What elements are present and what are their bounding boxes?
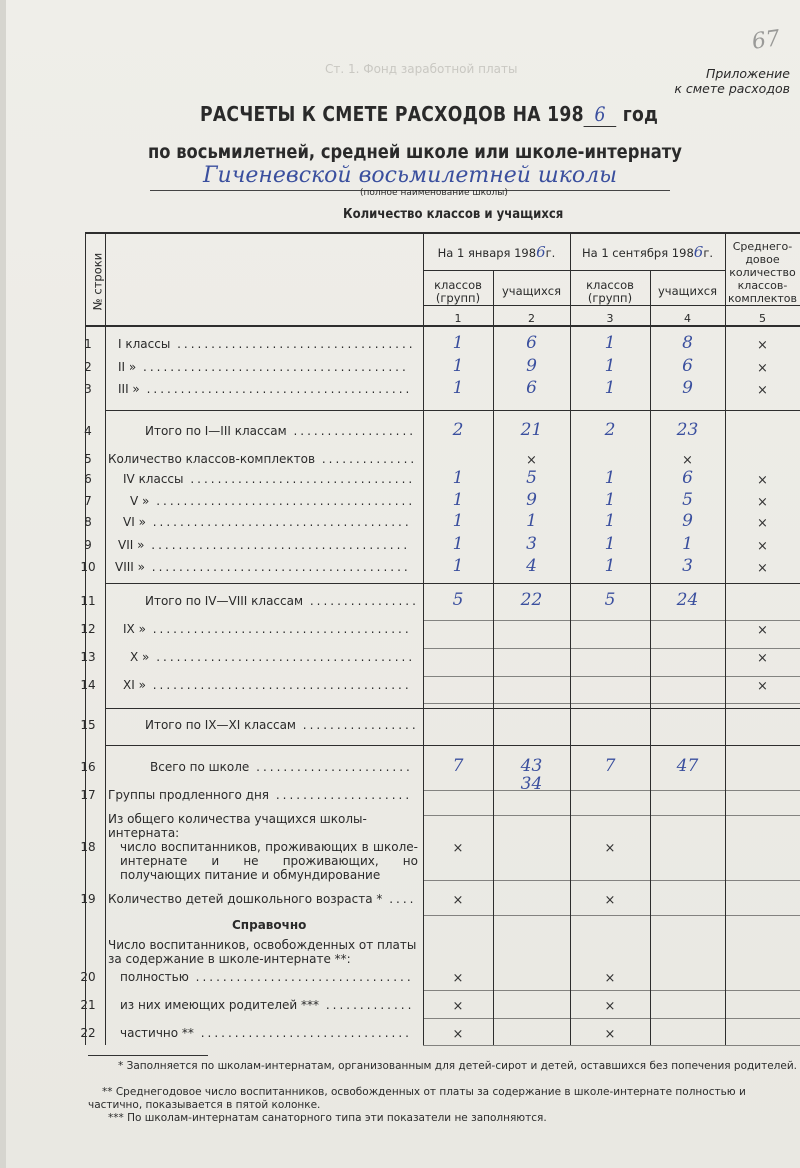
jan-column-header [423,243,570,261]
row-label [108,452,417,466]
cell-c1: 1 [452,378,464,398]
row-number: 11 [80,594,96,608]
footnote-divider [88,1055,208,1056]
row-rule [423,1018,800,1019]
document-subtitle: по восьмилетней, средней школе или школе-интернату [148,141,682,163]
leader-dots: .................... [269,788,413,802]
cell-c5: × [757,623,768,638]
row-number: 6 [84,472,92,486]
cell-c4: 8 [682,333,693,353]
row-18-intro: Из общего количества учащихся школы-интерната: [108,812,367,840]
row-label [123,472,415,486]
cell-c1: 1 [452,511,464,531]
cell-c5: × [757,516,768,531]
row-label-text: Итого по I—III классам [145,424,287,438]
cell-c5: × [757,539,768,554]
cell-c3: × [604,971,616,986]
row-number: 22 [80,1026,96,1040]
sep-year-handwritten: 6 [693,243,704,261]
row-label [118,360,409,374]
cell-c3: 5 [604,590,616,610]
footnote-3: *** По школам-интернатам санаторного типа эти показатели не заполняются. [108,1112,547,1124]
row-number: 1 [84,337,92,351]
cell-c4: 24 [676,590,699,610]
row-label-text: III » [118,382,140,396]
cell-c2: 9 [526,356,537,376]
leader-dots: ............. [319,998,415,1012]
column-number: 3 [606,312,614,325]
row-label-text: IV классы [123,472,184,486]
row-number-header: № строки [90,252,105,311]
cell-c2: 4 [526,556,537,576]
cell-c5: × [757,561,768,576]
row-label [145,594,419,608]
cell-c4: 6 [682,356,693,376]
row-rule [423,815,800,816]
leader-dots: .............. [315,452,418,466]
row-label-text: V » [130,494,150,508]
cell-c1: × [452,1027,464,1042]
row-number: 18 [80,840,96,854]
column-number: 1 [454,312,462,325]
row-label-text: XI » [123,678,146,692]
cell-c2: 9 [526,490,537,510]
cell-c5: × [757,338,768,353]
appendix-line-2: к смете расходов [674,81,790,96]
table-title: Количество классов и учащихся [343,207,564,222]
row-rule [423,790,800,791]
cell-c1: 1 [452,333,464,353]
jan-classes-subheader: классов (групп) [434,278,482,305]
row-group-rule [105,745,800,746]
row-group-rule [105,708,800,709]
table-vline [85,232,86,1045]
leader-dots: .................. [286,424,417,438]
cell-c2: 3 [526,534,537,554]
cell-c4: 9 [682,511,693,531]
leader-dots: ................................. [183,472,416,486]
leader-dots: ...................................... [144,560,411,574]
cell-c2: 1 [526,511,537,531]
cell-c1: 1 [452,490,464,510]
cell-c2: 5 [526,468,537,488]
page-number: 67 [750,26,782,55]
row-rule [423,648,800,649]
table-top-border [85,232,800,234]
cell-c3: 1 [604,490,616,510]
footnote-2: ** Среднегодовое число воспитанников, освобожденных от платы за содержание в школе-интернате полностью и частично, показывается в пятой колонке. [88,1086,746,1111]
table-vline [650,270,651,1045]
jan-header-text: На 1 января 198 [437,246,537,260]
table-vline [493,270,494,1045]
cell-c1: 2 [452,420,464,440]
cell-c3: × [604,893,616,908]
cell-c1: 1 [452,468,464,488]
row-rule [423,703,800,704]
row-label-text: Группы продленного дня [108,788,270,802]
cell-c3: × [604,841,616,856]
appendix-line-1: Приложение [705,66,790,81]
leader-dots: ................. [295,718,419,732]
cell-c3: 1 [604,556,616,576]
cell-c3: × [604,999,616,1014]
row-label-text: из них имеющих родителей *** [120,998,320,1012]
cell-c1: × [452,893,464,908]
leader-dots: ...................................... [149,494,416,508]
bleed-through-text: Ст. 1. Фонд заработной платы [325,62,518,76]
row-label [130,650,415,664]
leader-dots: .... [382,892,417,906]
cell-c2: 34 [520,774,543,794]
cell-c5: × [757,361,768,376]
column-number: 5 [759,312,766,325]
row-label-text: IX » [123,622,146,636]
row-label [123,678,412,692]
cell-c1: × [452,841,464,856]
row-label-text: частично ** [120,1026,194,1040]
cell-c4: 9 [682,378,693,398]
cell-c1: 1 [452,534,464,554]
cell-c1: 1 [452,556,464,576]
cell-c3: 1 [604,333,616,353]
cell-c2: 6 [526,378,537,398]
cell-c4: 6 [682,468,693,488]
sep-header-text: На 1 сентября 198 [581,246,694,260]
leader-dots: ....................... [249,760,413,774]
cell-c4: 23 [676,420,699,440]
cell-c3: 1 [604,378,616,398]
row-label-text: Количество классов-комплектов [108,452,316,466]
cell-c5: × [757,651,768,666]
leader-dots: ................................ [188,970,414,984]
row-label-text: VII » [118,538,145,552]
row-label [120,998,414,1012]
title-prefix: РАСЧЕТЫ К СМЕТЕ РАСХОДОВ НА 198 [200,102,584,126]
row-label-text: VIII » [115,560,145,574]
sep-column-header [570,243,725,261]
cell-c4: 47 [676,756,699,776]
row-rule [423,1045,800,1046]
cell-c5: × [757,473,768,488]
cell-c2: 21 [520,420,543,440]
row-label [118,382,412,396]
school-name-caption: (полное наименование школы) [360,188,508,198]
appendix-note [640,66,790,96]
row-label-text: I классы [118,337,171,351]
row-number: 3 [84,382,92,396]
cell-c2: 6 [526,333,537,353]
avg-column-header: Среднего-довое количество классов-комплектов [728,240,797,305]
row-number: 8 [84,515,92,529]
leader-dots: ................................... [170,337,416,351]
sep-students-subheader: учащихся [658,284,717,298]
cell-c1: × [452,999,464,1014]
row-rule [423,620,800,621]
table-vline [725,232,726,1045]
cell-c2: 43 [520,756,543,776]
cell-c3: 1 [604,511,616,531]
jan-year-suffix: г. [545,246,556,260]
cell-c3: 2 [604,420,616,440]
cell-c4: 3 [682,556,693,576]
jan-students-subheader: учащихся [502,284,561,298]
row-label-text: Количество детей дошкольного возраста * [108,892,383,906]
cell-c4: 5 [682,490,693,510]
row-number: 16 [80,760,96,774]
cell-c3: 1 [604,534,616,554]
cell-c1: 5 [452,590,464,610]
title-suffix: год [622,102,659,126]
leader-dots: ...................................... [144,538,411,552]
row-number: 21 [80,998,96,1012]
row-number: 7 [84,494,92,508]
leader-dots: ....................................... [136,360,409,374]
table-vline [105,232,106,1045]
page-spine-shadow [0,0,6,1168]
leader-dots: ...................................... [145,515,412,529]
table-vline [423,232,424,1045]
row-label [130,494,415,508]
table-vline [570,232,571,1045]
row-number: 15 [80,718,96,732]
leader-dots: ...................................... [145,678,412,692]
leader-dots: ....................................... [139,382,413,396]
row-number: 19 [80,892,96,906]
row-label-text: X » [130,650,150,664]
row-label [108,892,416,906]
cell-c1: 1 [452,356,464,376]
row-20-intro: Число воспитанников, освобожденных от платы за содержание в школе-интернате **: [108,938,417,966]
row-label [118,337,416,351]
cell-c3: 7 [604,756,616,776]
leader-dots: ...................................... [145,622,412,636]
row-label [118,538,410,552]
table-body-top-border [85,325,800,327]
cell-c3: × [604,1027,616,1042]
row-group-rule [105,583,800,584]
leader-dots: ................ [303,594,419,608]
cell-c2: 22 [520,590,543,610]
cell-c5: × [757,495,768,510]
row-label [120,970,414,984]
jan-year-handwritten: 6 [536,243,546,261]
row-number: 9 [84,538,92,552]
cell-c5: × [757,679,768,694]
cell-c5: × [757,383,768,398]
row-label [145,718,419,732]
row-label-text: Итого по IV—VIII классам [145,594,304,608]
row-number: 5 [84,452,92,466]
cell-c3: 1 [604,468,616,488]
row-label [145,424,416,438]
column-number: 2 [528,312,535,325]
sep-year-suffix: г. [703,246,714,260]
cell-c1: 7 [452,756,464,776]
row-number: 17 [80,788,96,802]
cell-c4: 1 [682,534,693,554]
row-label [108,788,412,802]
cell-c2: × [526,453,537,468]
row-number: 13 [80,650,96,664]
sep-classes-subheader: классов (групп) [586,278,634,305]
column-number: 4 [684,312,691,325]
row-rule [423,676,800,677]
row-number: 14 [80,678,96,692]
footnote-1: * Заполняется по школам-интернатам, организованным для детей-сирот и детей, оставшихся без попечения родителей. [118,1060,798,1072]
document-title [200,102,658,127]
cell-c4: × [682,453,693,468]
school-name-handwritten: Гиченевской восьмилетней школы [150,162,670,191]
leader-dots: ............................... [193,1026,412,1040]
row-label-text: Всего по школе [150,760,250,774]
row-label [150,760,413,774]
table-header-rule [423,305,800,306]
row-label [123,622,412,636]
row-number: 4 [84,424,92,438]
row-rule [423,880,800,881]
row-label [120,1026,412,1040]
reference-heading: Справочно [232,918,307,932]
row-label [115,560,411,574]
row-label-text: полностью [120,970,189,984]
row-label-text: Итого по IX—XI классам [145,718,296,732]
row-label-text: II » [118,360,137,374]
row-number: 20 [80,970,96,984]
row-rule [423,915,800,916]
row-number: 12 [80,622,96,636]
leader-dots: ...................................... [149,650,416,664]
row-label-text: VI » [123,515,146,529]
row-label [123,515,412,529]
cell-c3: 1 [604,356,616,376]
cell-c1: × [452,971,464,986]
row-group-rule [105,410,800,411]
row-number: 10 [80,560,96,574]
row-label: число воспитанников, проживающих в школе-интернате и не проживающих, но получающих питание и обмундирование [120,840,418,882]
table-header-rule [423,270,725,271]
row-rule [423,990,800,991]
row-number: 2 [84,360,92,374]
title-year-handwritten: 6 [584,102,617,127]
